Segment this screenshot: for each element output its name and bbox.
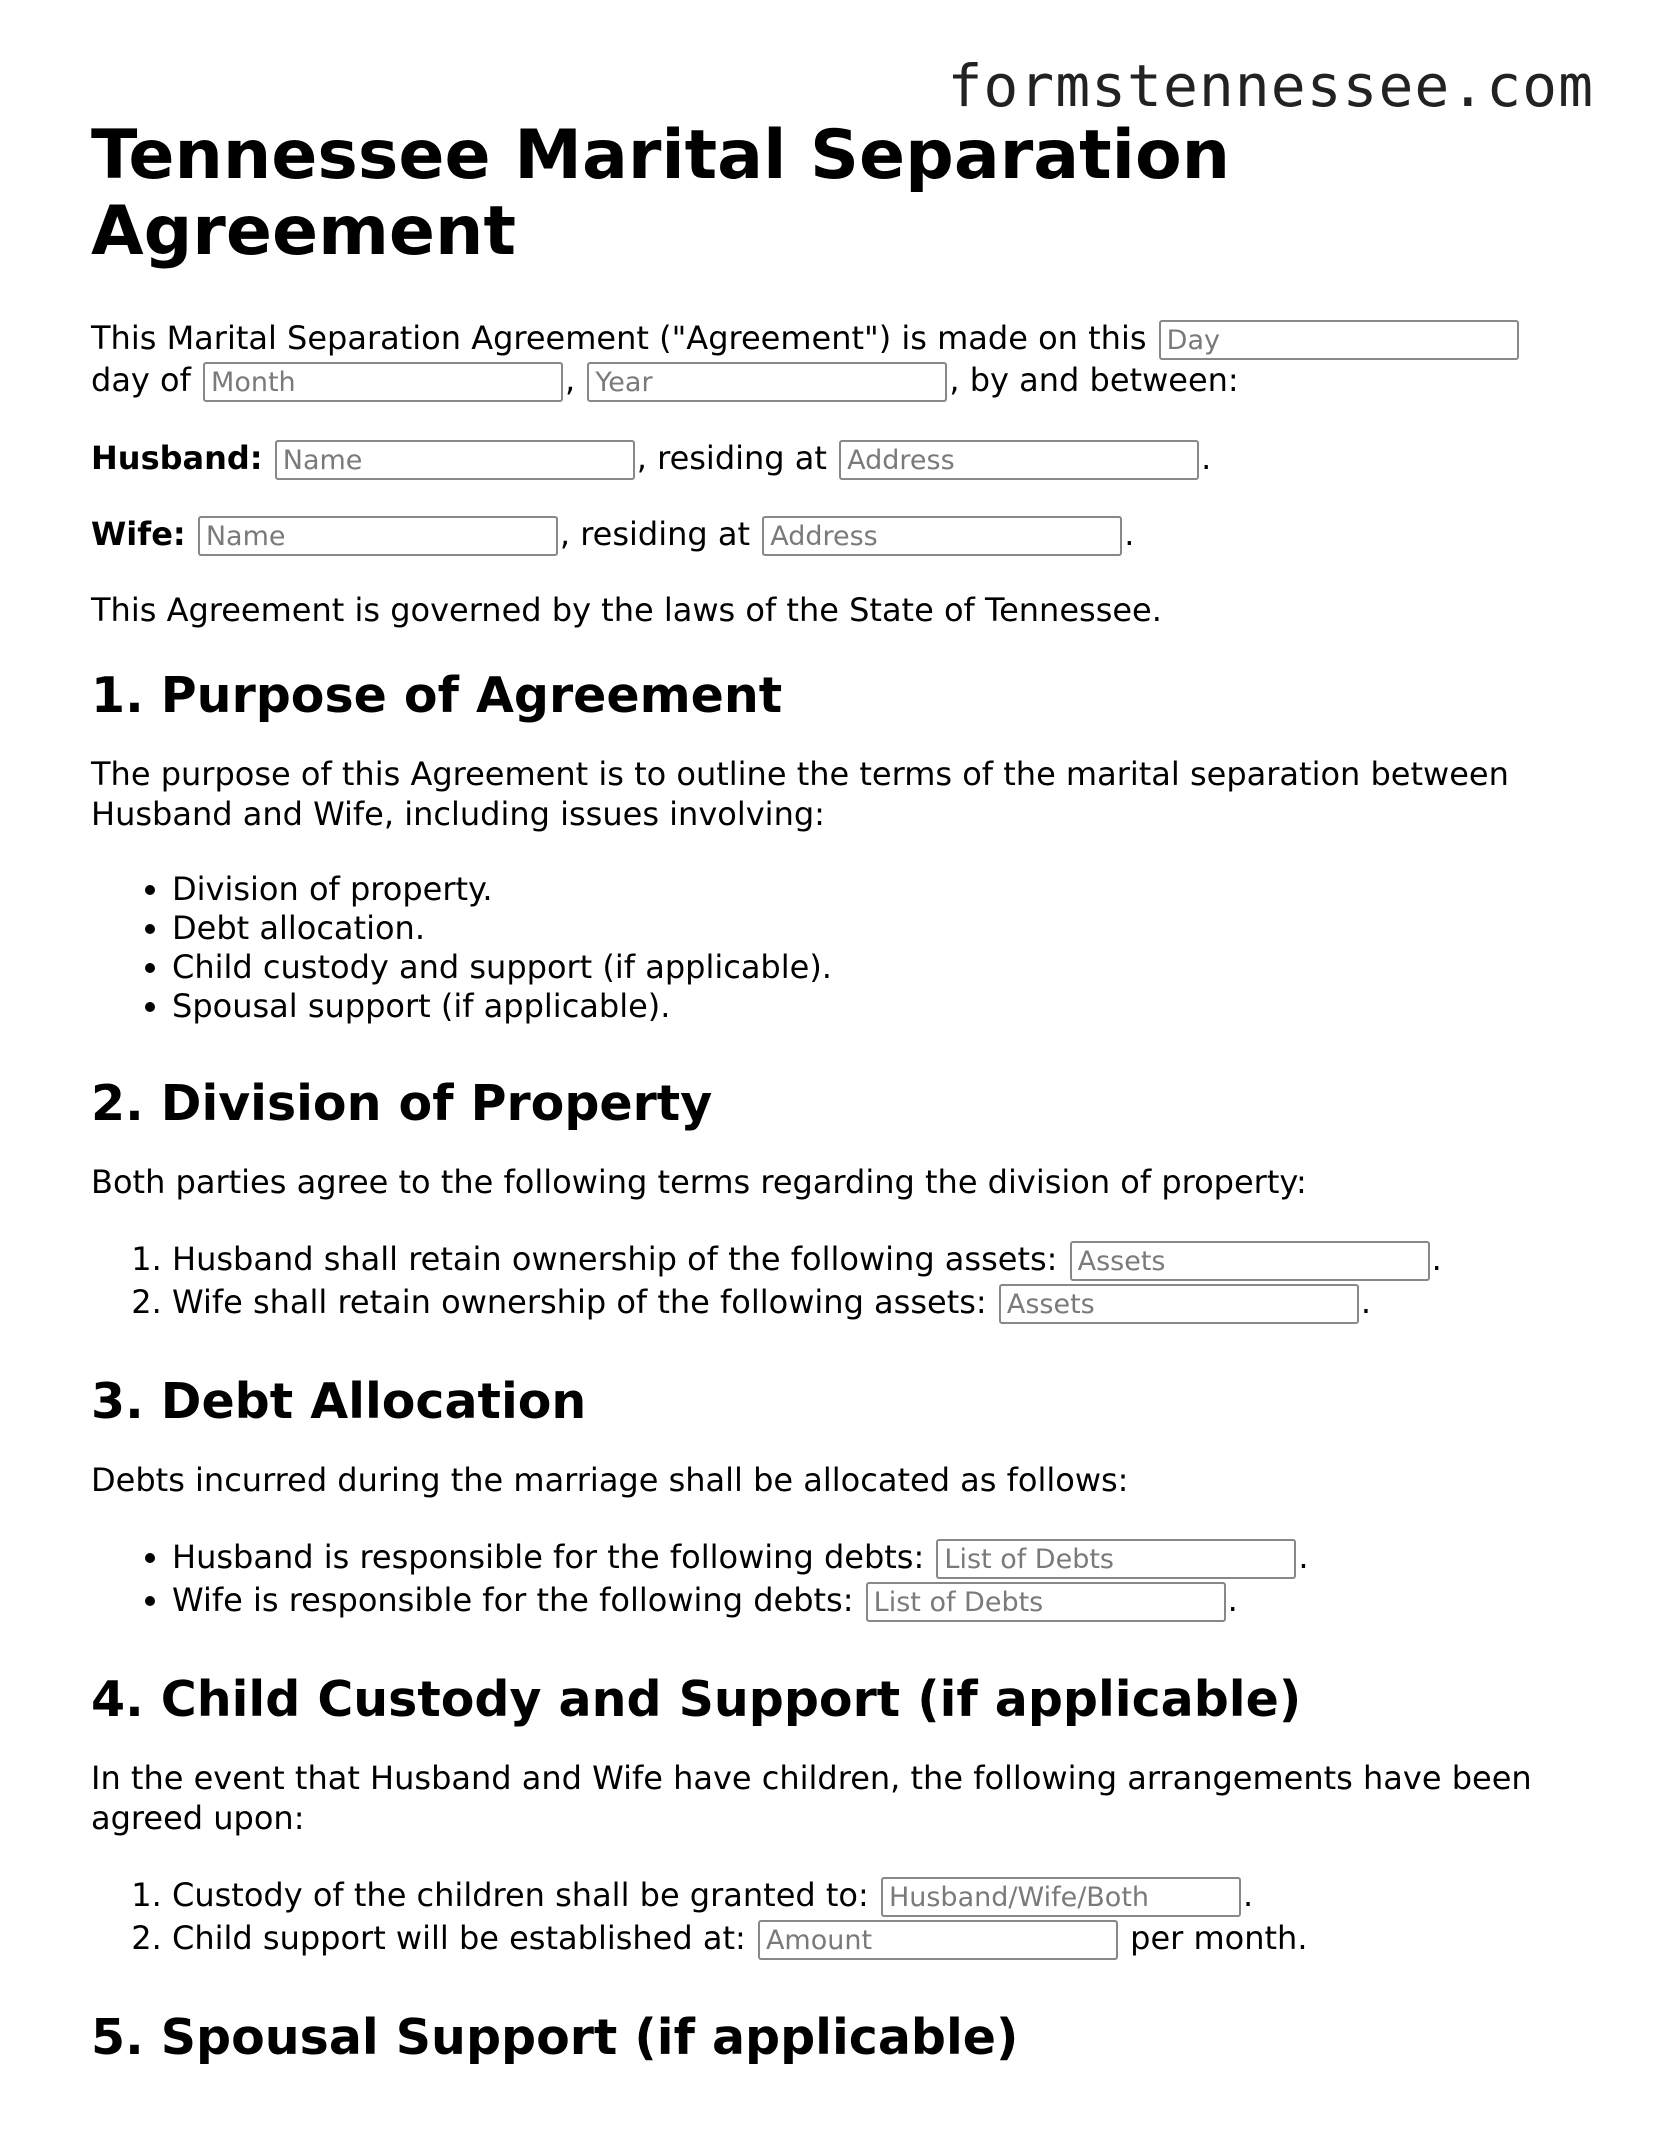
- item-text: Husband shall retain ownership of the following assets:: [172, 1240, 1058, 1278]
- wife-name-field[interactable]: [198, 516, 558, 556]
- list-item: [172, 1536, 1591, 1579]
- list-item: [172, 1281, 1591, 1324]
- section-debt-text: Debts incurred during the marriage shall be allocated as follows:: [91, 1461, 1129, 1499]
- purpose-list: [91, 870, 1591, 1026]
- wife-assets-field[interactable]: [999, 1284, 1359, 1324]
- item-text: Wife is responsible for the following debts:: [172, 1581, 854, 1619]
- wife-residing-text: , residing at: [559, 515, 751, 553]
- day-field[interactable]: [1159, 320, 1519, 360]
- intro-text-2: day of: [91, 361, 191, 399]
- governed-text: This Agreement is governed by the laws of the State of Tennessee.: [91, 591, 1162, 629]
- husband-assets-field[interactable]: [1070, 1241, 1430, 1281]
- husband-address-field[interactable]: [839, 440, 1199, 480]
- section-spousal-heading: 5. Spousal Support (if applicable): [91, 2009, 1019, 2066]
- list-item: • Child custody and support (if applicable).: [172, 948, 1591, 987]
- section-debt-heading: 3. Debt Allocation: [91, 1373, 587, 1430]
- list-item: • Debt allocation.: [172, 909, 1591, 948]
- item-text: Child support will be established at:: [172, 1919, 746, 1957]
- item-end: per month.: [1119, 1919, 1308, 1957]
- document-page: [91, 118, 1591, 2096]
- month-field[interactable]: [203, 362, 563, 402]
- item-text: Custody of the children shall be granted to:: [172, 1876, 869, 1914]
- wife-debts-field[interactable]: [866, 1582, 1226, 1622]
- wife-end: .: [1124, 515, 1135, 553]
- watermark: formstennessee.com: [947, 52, 1594, 120]
- item-end: .: [1360, 1283, 1372, 1321]
- wife-address-field[interactable]: [762, 516, 1122, 556]
- intro-text-3: , by and between:: [949, 361, 1239, 399]
- intro-text-1: This Marital Separation Agreement ("Agreement") is made on this: [91, 319, 1147, 357]
- intro-comma: ,: [565, 361, 576, 399]
- wife-label: Wife:: [91, 515, 186, 553]
- husband-line: [91, 438, 1591, 480]
- section-purpose-text: The purpose of this Agreement is to outline the terms of the marital separation between Husband and Wife, including issues involving:: [91, 755, 1509, 833]
- list-item: • Spousal support (if applicable).: [172, 987, 1591, 1026]
- section-property-heading: 2. Division of Property: [91, 1075, 713, 1132]
- debt-list: [91, 1536, 1591, 1622]
- list-item: [172, 1579, 1591, 1622]
- section-custody-heading: 4. Child Custody and Support (if applicable): [91, 1671, 1302, 1728]
- item-text: Husband is responsible for the following debts:: [172, 1538, 925, 1576]
- custody-list: [91, 1874, 1591, 1960]
- husband-end: .: [1201, 439, 1212, 477]
- list-item: [172, 1238, 1591, 1281]
- item-end: .: [1298, 1538, 1309, 1576]
- item-end: .: [1431, 1240, 1442, 1278]
- custody-field[interactable]: [881, 1877, 1241, 1917]
- page-title: Tennessee Marital Separation Agreement: [91, 116, 1231, 271]
- intro-paragraph: [91, 318, 1591, 402]
- item-end: .: [1242, 1876, 1254, 1914]
- husband-label: Husband:: [91, 439, 263, 477]
- husband-residing-text: , residing at: [636, 439, 827, 477]
- list-item: [172, 1917, 1591, 1960]
- wife-line: [91, 514, 1591, 556]
- property-list: [91, 1238, 1591, 1324]
- child-support-amount-field[interactable]: [758, 1920, 1118, 1960]
- item-end: .: [1227, 1581, 1238, 1619]
- section-custody-text: In the event that Husband and Wife have children, the following arrangements have been agreed upon:: [91, 1759, 1532, 1837]
- item-text: Wife shall retain ownership of the following assets:: [172, 1283, 987, 1321]
- husband-debts-field[interactable]: [936, 1539, 1296, 1579]
- list-item: • Division of property.: [172, 870, 1591, 909]
- list-item: [172, 1874, 1591, 1917]
- section-property-text: Both parties agree to the following terms regarding the division of property:: [91, 1163, 1307, 1201]
- husband-name-field[interactable]: [275, 440, 635, 480]
- year-field[interactable]: [587, 362, 947, 402]
- section-purpose-heading: 1. Purpose of Agreement: [91, 667, 783, 724]
